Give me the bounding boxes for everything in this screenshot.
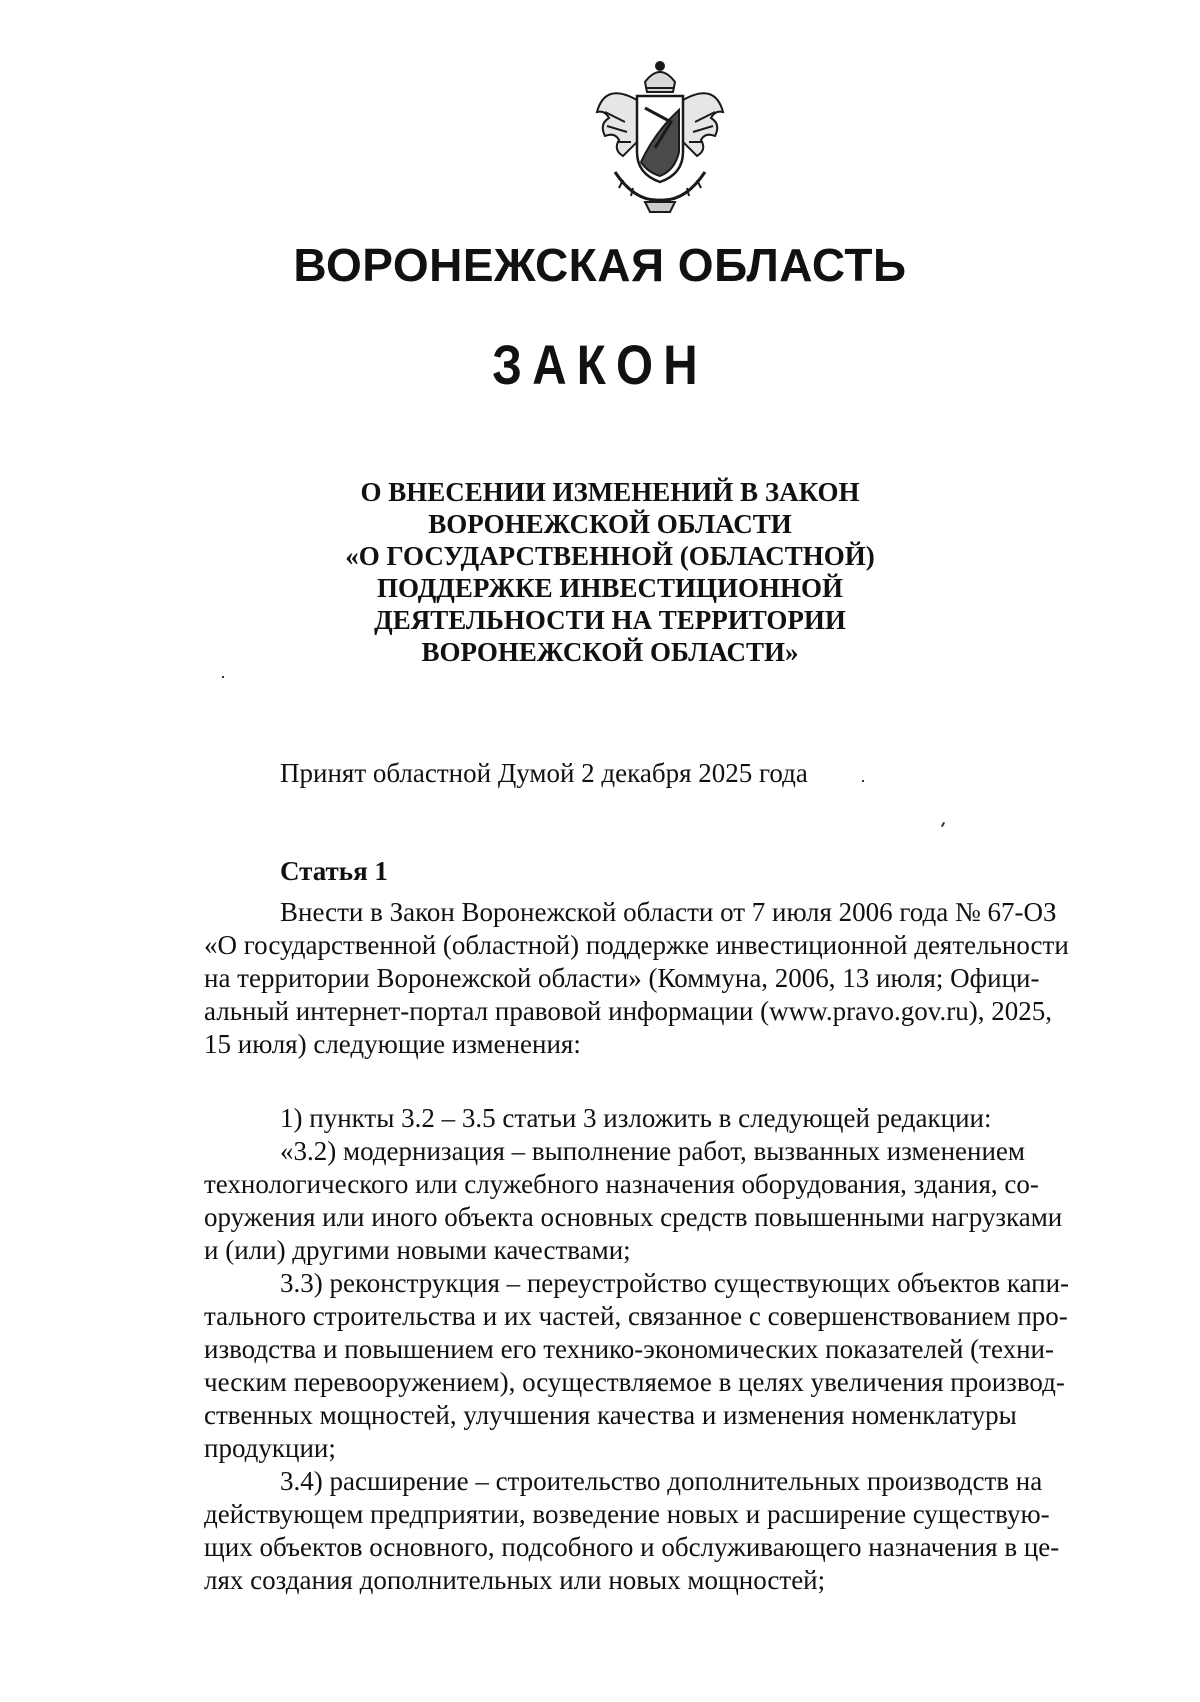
text-line: ческим перевооружением), осуществляемое в целях увеличения производ- xyxy=(204,1367,1065,1397)
text-line: тального строительства и их частей, связанное с совершенствованием про- xyxy=(204,1301,1068,1331)
text-line: продукции; xyxy=(204,1433,336,1463)
text-line: на территории Воронежской области» (Коммуна, 2006, 13 июля; Офици- xyxy=(204,963,1040,993)
article-heading: Статья 1 xyxy=(280,856,388,886)
adoption-note: Принят областной Думой 2 декабря 2025 года xyxy=(280,758,808,788)
article-items xyxy=(204,1102,1122,1597)
scan-speck xyxy=(862,780,864,782)
text-line: 3.4) расширение – строительство дополнительных производств на xyxy=(280,1466,1043,1496)
document-type: ЗАКОН xyxy=(492,333,708,396)
law-title-line: ПОДДЕРЖКЕ ИНВЕСТИЦИОННОЙ xyxy=(377,573,843,603)
text-line: Внести в Закон Воронежской области от 7 июля 2006 года № 67-ОЗ xyxy=(280,897,1057,927)
text-line: и (или) другими новыми качествами; xyxy=(204,1235,631,1265)
scan-speck xyxy=(941,822,945,827)
text-line: технологического или служебного назначения оборудования, здания, со- xyxy=(204,1169,1039,1199)
text-line: изводства и повышением его технико-экономических показателей (техни- xyxy=(204,1334,1054,1364)
scan-speck xyxy=(222,676,224,678)
text-line: альный интернет-портал правовой информации (www.pravo.gov.ru), 2025, xyxy=(204,996,1053,1026)
text-line: ственных мощностей, улучшения качества и изменения номенклатуры xyxy=(204,1400,1017,1430)
region-title: ВОРОНЕЖСКАЯ ОБЛАСТЬ xyxy=(293,239,907,291)
article-intro xyxy=(204,896,1122,1061)
law-title-line: «О ГОСУДАРСТВЕННОЙ (ОБЛАСТНОЙ) xyxy=(345,541,875,571)
text-line: оружения или иного объекта основных средств повышенными нагрузками xyxy=(204,1202,1063,1232)
law-title xyxy=(300,476,920,668)
law-title-line: ВОРОНЕЖСКОЙ ОБЛАСТИ xyxy=(428,509,792,539)
text-line: действующем предприятии, возведение новых и расширение существую- xyxy=(204,1499,1050,1529)
coat-of-arms-icon xyxy=(575,52,745,222)
text-line: щих объектов основного, подсобного и обслуживающего назначения в це- xyxy=(204,1532,1060,1562)
law-title-line: О ВНЕСЕНИИ ИЗМЕНЕНИЙ В ЗАКОН xyxy=(360,477,860,507)
text-line: 1) пункты 3.2 – 3.5 статьи 3 изложить в следующей редакции: xyxy=(280,1103,992,1133)
law-title-line: ДЕЯТЕЛЬНОСТИ НА ТЕРРИТОРИИ xyxy=(374,605,846,635)
text-line: 15 июля) следующие изменения: xyxy=(204,1029,581,1059)
law-title-line: ВОРОНЕЖСКОЙ ОБЛАСТИ» xyxy=(421,637,799,667)
text-line: «О государственной (областной) поддержке инвестиционной деятельности xyxy=(204,930,1069,960)
text-line: лях создания дополнительных или новых мощностей; xyxy=(204,1565,826,1595)
text-line: «3.2) модернизация – выполнение работ, вызванных изменением xyxy=(280,1136,1025,1166)
text-line: 3.3) реконструкция – переустройство существующих объектов капи- xyxy=(280,1268,1070,1298)
